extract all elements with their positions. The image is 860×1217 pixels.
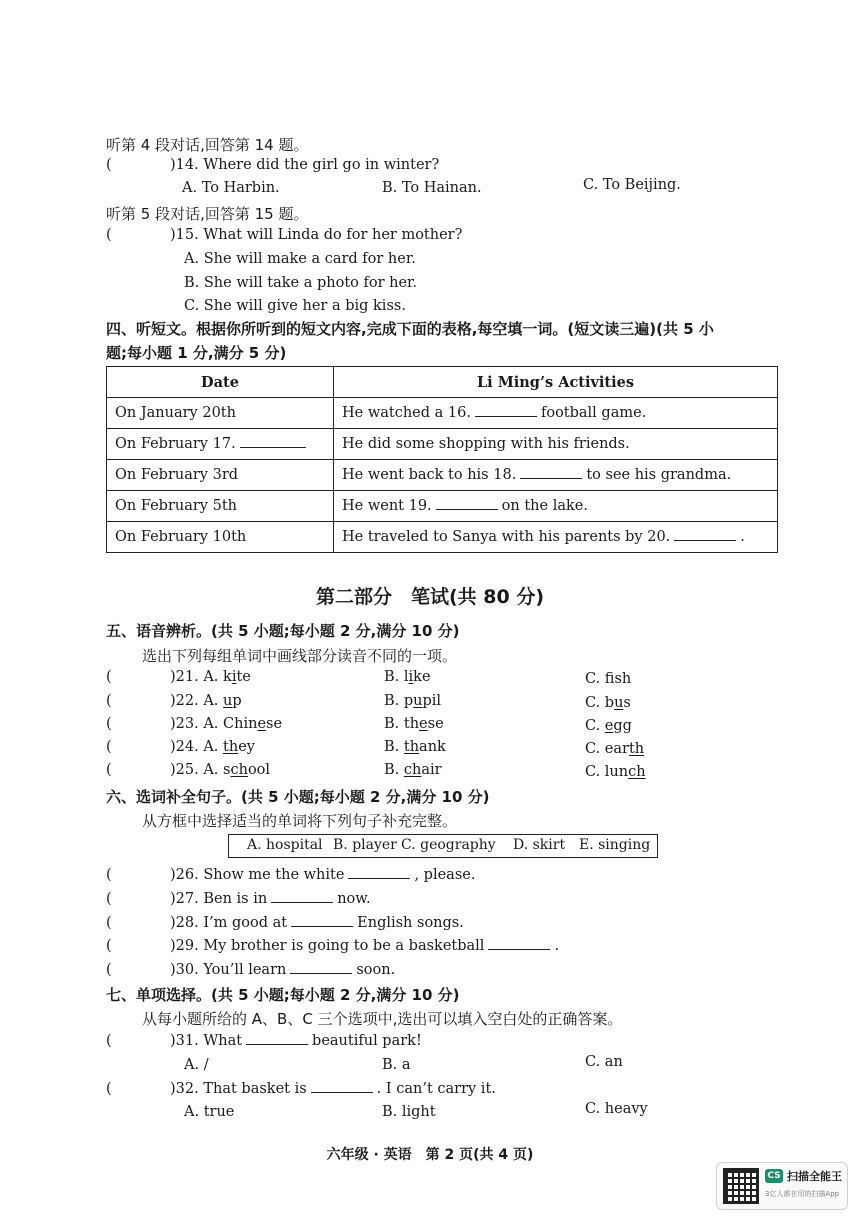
phonetic-option-b [384, 716, 444, 732]
section-6-heading: 六、选词补全句子。(共 5 小题;每小题 2 分,满分 10 分) [106, 788, 490, 806]
answer-paren[interactable]: ( [106, 227, 112, 243]
activity-text: He traveled to Sanya with his parents by 20. [342, 529, 671, 545]
option-c-pre: C. ear [585, 741, 629, 757]
dialogue-4-heading: 听第 4 段对话,回答第 14 题。 [106, 136, 309, 154]
question-14-text: )14. Where did the girl go in winter? [170, 157, 440, 173]
scanner-tagline: 3亿人都在用的扫描App [765, 1190, 840, 1198]
answer-paren[interactable]: ( [106, 157, 112, 173]
sentence-end: , please. [414, 867, 476, 883]
option-a-post: ey [238, 739, 255, 755]
phonetic-option-c [585, 718, 632, 734]
option-c-underlined: th [628, 741, 645, 757]
answer-blank-19[interactable] [436, 508, 498, 510]
row-activity [334, 522, 778, 553]
activity-text: He watched a 16. [342, 405, 471, 421]
option-b-pre: B. [384, 739, 404, 755]
q15-option-c: C. She will give her a big kiss. [184, 298, 406, 314]
q31-text: )31. What [170, 1033, 243, 1049]
answer-blank[interactable] [488, 948, 550, 950]
row-activity: He did some shopping with his friends. [334, 429, 778, 460]
q14-option-b: B. To Hainan. [382, 180, 482, 196]
option-c-underlined: ch [628, 764, 646, 780]
row-activity [334, 398, 778, 429]
answer-blank-18[interactable] [520, 477, 582, 479]
phonetic-item [106, 669, 251, 685]
option-b-post: air [421, 762, 442, 778]
question-31 [106, 1033, 422, 1049]
sentence-start: )30. You’ll learn [170, 962, 287, 978]
fill-in-item [106, 891, 371, 907]
phonetic-item [106, 739, 255, 755]
option-c-pre: C. f [585, 671, 615, 687]
option-c-underlined: u [614, 695, 624, 711]
option-c-post: gg [613, 718, 632, 734]
fill-in-item [106, 915, 464, 931]
phonetic-option-c [585, 695, 631, 711]
word-option-d: D. skirt [513, 837, 566, 853]
option-b-pre: B. p [384, 693, 414, 709]
activity-text: He went 19. [342, 498, 432, 514]
option-a-underlined: th [223, 739, 239, 755]
q14-option-c: C. To Beijing. [583, 177, 681, 193]
q32-option-a: A. true [184, 1104, 235, 1120]
answer-paren[interactable]: ( [106, 891, 112, 907]
option-b-pre: B. l [384, 669, 409, 685]
q32-text-end: . I can’t carry it. [376, 1081, 496, 1097]
q31-text-end: beautiful park! [312, 1033, 422, 1049]
option-b-post: ank [419, 739, 446, 755]
table-header-row [107, 367, 778, 398]
activity-text-end: on the lake. [501, 498, 588, 514]
item-number: )21. A. [170, 669, 219, 685]
answer-blank-20[interactable] [674, 539, 736, 541]
sentence-end: . [554, 938, 560, 954]
option-a-post: p [232, 693, 242, 709]
qr-code-icon [723, 1168, 759, 1204]
phonetic-option-c [585, 671, 631, 687]
sentence-end: English songs. [357, 915, 464, 931]
q32-option-b: B. light [382, 1104, 436, 1120]
question-15-text: )15. What will Linda do for her mother? [170, 227, 463, 243]
row-activity [334, 460, 778, 491]
table-row [107, 522, 778, 553]
scanner-app-name: 扫描全能王 [787, 1170, 842, 1183]
word-option-a: A. hospital [247, 837, 323, 853]
word-option-c: C. geography [401, 837, 496, 853]
section-4-heading-line2: 题;每小题 1 分,满分 5 分) [106, 344, 287, 362]
phonetic-option-c [585, 764, 646, 780]
option-b-underlined: ch [403, 762, 422, 778]
option-a-underlined: ch [230, 762, 248, 778]
answer-blank[interactable] [348, 877, 410, 879]
question-14 [106, 157, 439, 173]
answer-paren[interactable]: ( [106, 962, 112, 978]
answer-paren[interactable]: ( [106, 1033, 112, 1049]
row-date: On February 5th [107, 491, 334, 522]
section-7-heading: 七、单项选择。(共 5 小题;每小题 2 分,满分 10 分) [106, 986, 460, 1004]
option-c-pre: C. b [585, 695, 615, 711]
option-a-underlined: u [223, 693, 233, 709]
option-b-underlined: u [413, 693, 423, 709]
row-date: On February 3rd [107, 460, 334, 491]
phonetic-item [106, 693, 242, 709]
sentence-start: )29. My brother is going to be a basketball [170, 938, 485, 954]
section-5-heading: 五、语音辨析。(共 5 小题;每小题 2 分,满分 10 分) [106, 622, 460, 640]
answer-paren[interactable]: ( [106, 938, 112, 954]
activities-table [106, 366, 778, 553]
answer-paren[interactable]: ( [106, 739, 112, 755]
option-b-post: ke [413, 669, 431, 685]
table-row [107, 491, 778, 522]
item-number: )24. A. [170, 739, 219, 755]
table-row [107, 398, 778, 429]
row-date: On February 10th [107, 522, 334, 553]
q14-option-a: A. To Harbin. [182, 180, 280, 196]
q32-text: )32. That basket is [170, 1081, 307, 1097]
answer-paren[interactable]: ( [106, 762, 112, 778]
option-a-pre: s [218, 762, 231, 778]
option-a-pre: k [218, 669, 232, 685]
fill-in-item [106, 867, 475, 883]
cs-logo-icon: CS [765, 1169, 783, 1183]
word-bank-box [228, 834, 658, 858]
answer-blank[interactable] [271, 901, 333, 903]
option-c-post: s [623, 695, 631, 711]
question-15 [106, 227, 462, 243]
phonetic-option-b [384, 693, 441, 709]
option-b-post: se [427, 716, 444, 732]
activity-text-end: to see his grandma. [586, 467, 732, 483]
section-7-instruction: 从每小题所给的 A、B、C 三个选项中,选出可以填入空白处的正确答案。 [142, 1010, 623, 1028]
phonetic-item [106, 716, 282, 732]
page-footer: 六年级 · 英语 第 2 页(共 4 页) [326, 1147, 534, 1163]
option-c-pre: C. lun [585, 764, 629, 780]
dialogue-5-heading: 听第 5 段对话,回答第 15 题。 [106, 205, 309, 223]
answer-paren[interactable]: ( [106, 693, 112, 709]
sentence-end: now. [337, 891, 371, 907]
option-a-post: ool [247, 762, 271, 778]
activity-text-end: football game. [540, 405, 647, 421]
answer-blank-31[interactable] [246, 1043, 308, 1045]
sentence-end: soon. [356, 962, 396, 978]
option-b-underlined: i [408, 669, 414, 685]
answer-paren[interactable]: ( [106, 867, 112, 883]
option-a-post: te [236, 669, 251, 685]
option-b-underlined: e [419, 716, 428, 732]
answer-blank-16[interactable] [475, 415, 537, 417]
sentence-start: )28. I’m good at [170, 915, 288, 931]
fill-in-item [106, 962, 395, 978]
question-32 [106, 1081, 496, 1097]
scanner-watermark [716, 1162, 848, 1210]
q15-option-b: B. She will take a photo for her. [184, 275, 417, 291]
phonetic-option-b [384, 739, 446, 755]
row-date [107, 429, 334, 460]
option-c-pre: C. [585, 718, 605, 734]
option-c-underlined: e [604, 718, 614, 734]
part-2-title: 第二部分 笔试(共 80 分) [315, 586, 545, 608]
item-number: )22. A. [170, 693, 219, 709]
word-option-e: E. singing [579, 837, 651, 853]
section-6-instruction: 从方框中选择适当的单词将下列句子补充完整。 [142, 812, 458, 830]
column-header-activities: Li Ming’s Activities [334, 367, 778, 398]
q32-option-c: C. heavy [585, 1101, 648, 1117]
option-a-underlined: e [257, 716, 267, 732]
option-a-underlined: i [231, 669, 237, 685]
row-date: On January 20th [107, 398, 334, 429]
column-header-date: Date [107, 367, 334, 398]
option-b-post: pil [422, 693, 442, 709]
option-c-post: sh [614, 671, 632, 687]
item-number: )23. A. [170, 716, 219, 732]
phonetic-option-c [585, 741, 644, 757]
answer-paren[interactable]: ( [106, 915, 112, 931]
answer-blank[interactable] [291, 925, 353, 927]
activity-text: He went back to his 18. [342, 467, 517, 483]
row-activity [334, 491, 778, 522]
word-option-b: B. player [333, 837, 397, 853]
q31-option-b: B. a [382, 1057, 411, 1073]
answer-blank-32[interactable] [311, 1091, 373, 1093]
q15-option-a: A. She will make a card for her. [184, 251, 416, 267]
section-5-instruction: 选出下列每组单词中画线部分读音不同的一项。 [142, 647, 458, 665]
date-text: On February 17. [115, 436, 236, 452]
answer-paren[interactable]: ( [106, 716, 112, 732]
answer-blank-17[interactable] [240, 446, 306, 448]
q31-option-c: C. an [585, 1054, 623, 1070]
activity-text-end: . [740, 529, 745, 545]
item-number: )25. A. [170, 762, 219, 778]
option-b-pre: B. [384, 762, 404, 778]
table-row [107, 460, 778, 491]
option-a-post: se [266, 716, 283, 732]
answer-paren[interactable]: ( [106, 1081, 112, 1097]
option-b-underlined: th [403, 739, 420, 755]
section-4-heading-line1: 四、听短文。根据你所听到的短文内容,完成下面的表格,每空填一词。(短文读三遍)(共 5 小 [106, 320, 714, 338]
fill-in-item [106, 938, 559, 954]
q31-option-a: A. / [184, 1057, 209, 1073]
sentence-start: )26. Show me the white [170, 867, 345, 883]
answer-paren[interactable]: ( [106, 669, 112, 685]
phonetic-option-b [384, 669, 431, 685]
phonetic-option-b [384, 762, 442, 778]
table-row [107, 429, 778, 460]
option-a-pre: Chin [218, 716, 258, 732]
option-b-pre: B. th [384, 716, 420, 732]
sentence-start: )27. Ben is in [170, 891, 268, 907]
answer-blank[interactable] [290, 972, 352, 974]
phonetic-item [106, 762, 270, 778]
